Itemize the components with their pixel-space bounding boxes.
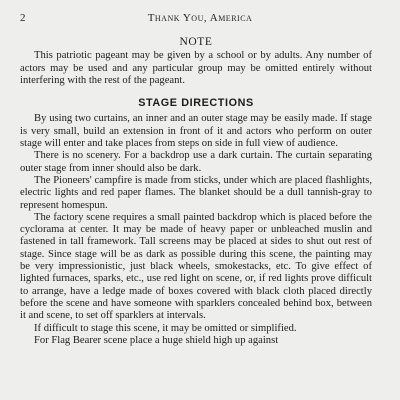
running-title: Thank You, America [147,12,253,24]
note-paragraph: This patriotic pageant may be given by a school or by adults. Any number of actors may be used and any particular group may be omitted entirely without interfering with the rest of the pageant. [20,50,372,86]
page-header [20,12,380,28]
note-heading: NOTE [179,36,213,48]
body-paragraph: The Pioneers' campfire is made from sticks, under which are placed flashlights, electric lights and red paper flames. The blanket should be a dull tannish-gray to represent homespun. [20,174,372,211]
body-paragraph: The factory scene requires a small painted backdrop which is placed before the cyclorama at center. It may be made of heavy paper or unbleached muslin and fastened in tall framework. Tall screens may be placed at sides to shut out rest of stage. Since stage will be as dark as possible during this scene, the painting may be very impressionistic, just black wheels, smokestacks, etc. To give effect of lighted furnaces, sparks, etc., use red light on scene, or, if red lights prove difficult to arrange, have a ledge made of boxes covered with black cloth placed directly before the scene and have someone with sparklers concealed behind box, between it and scene, to set off sparklers at intervals. [20,211,372,322]
page-body [20,36,372,347]
page-number: 2 [20,12,26,24]
body-paragraph: There is no scenery. For a backdrop use a dark curtain. The curtain separating outer stage from inner should also be dark. [20,150,372,174]
body-paragraph: By using two curtains, an inner and an outer stage may be easily made. If stage is very small, build an extension in front of it and actors who perform on outer stage will enter and take places from steps on side in full view of audience. [20,113,372,150]
body-paragraph: For Flag Bearer scene place a huge shield high up against [34,334,279,346]
stage-directions-heading: STAGE DIRECTIONS [138,97,254,110]
body-paragraph: If difficult to stage this scene, it may be omitted or simplified. [34,322,297,334]
